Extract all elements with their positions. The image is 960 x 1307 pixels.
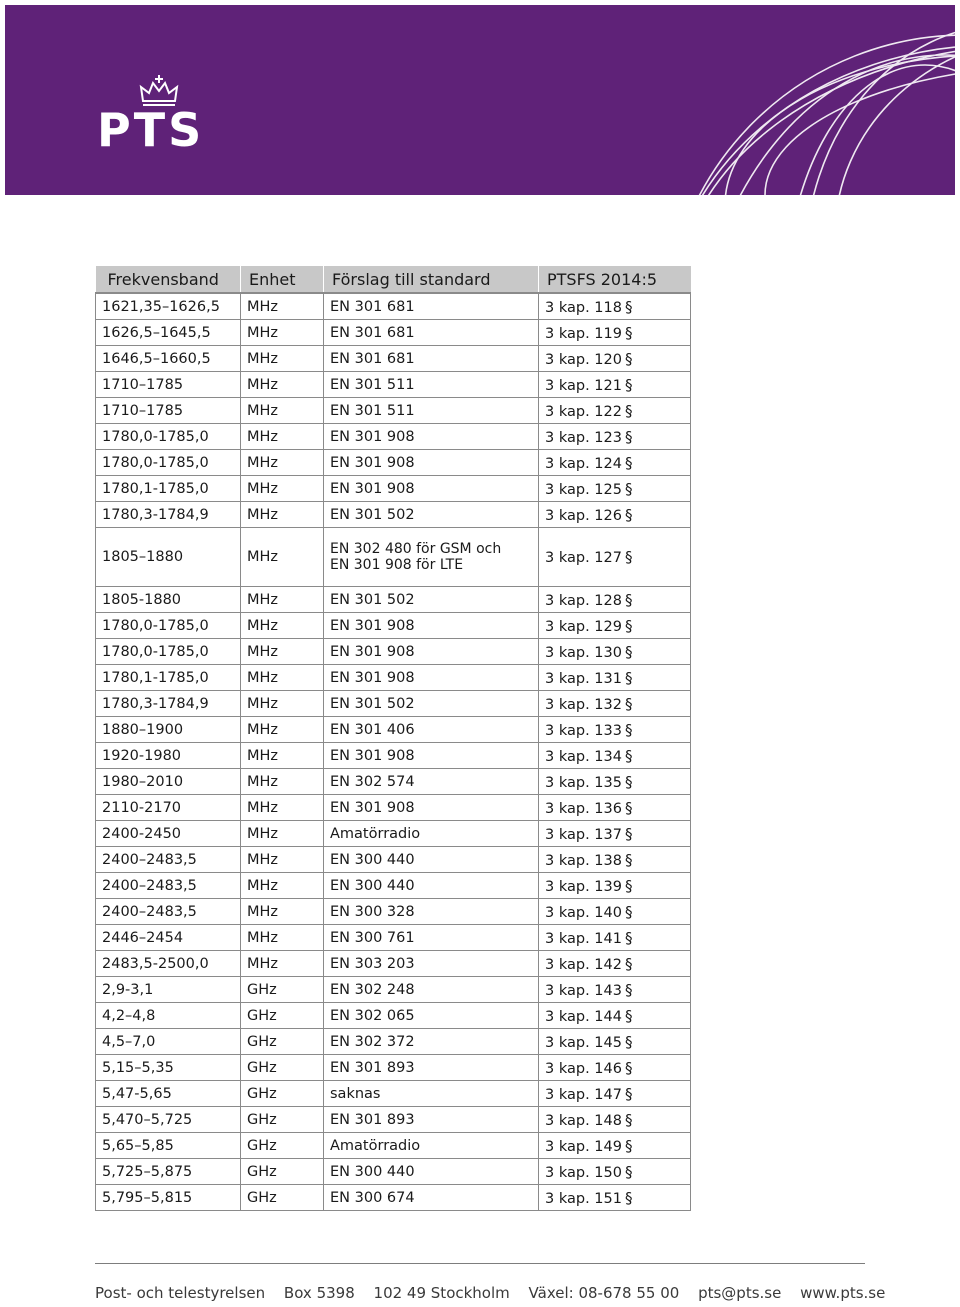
ref-text: 3 kap. 124 — [545, 455, 622, 472]
header-ptsfs: PTSFS 2014:5 — [539, 266, 691, 293]
paragraph-sign: § — [624, 505, 633, 524]
cell-band: 1780,1-1785,0 — [96, 476, 241, 502]
table-row — [96, 1081, 691, 1107]
paragraph-sign: § — [624, 668, 633, 687]
cell-standard: EN 300 440 — [324, 1159, 539, 1185]
table-row — [96, 1003, 691, 1029]
standard-line-1: EN 302 480 för GSM och — [330, 541, 502, 557]
cell-band: 2400–2483,5 — [96, 899, 241, 925]
cell-standard: EN 300 440 — [324, 873, 539, 899]
ref-text: 3 kap. 151 — [545, 1190, 622, 1207]
ref-text: 3 kap. 135 — [545, 774, 622, 791]
cell-ptsfs-ref — [539, 769, 691, 795]
footer-phone: Växel: 08-678 55 00 — [528, 1284, 680, 1302]
ref-text: 3 kap. 118 — [545, 299, 622, 316]
footer-divider — [95, 1263, 865, 1264]
paragraph-sign: § — [624, 1084, 633, 1103]
ref-text: 3 kap. 148 — [545, 1112, 622, 1129]
paragraph-sign: § — [624, 928, 633, 947]
paragraph-sign: § — [624, 479, 633, 498]
cell-standard: Amatörradio — [324, 1133, 539, 1159]
ref-text: 3 kap. 140 — [545, 904, 622, 921]
cell-standard: saknas — [324, 1081, 539, 1107]
table-row — [96, 691, 691, 717]
cell-band: 5,470–5,725 — [96, 1107, 241, 1133]
paragraph-sign: § — [624, 694, 633, 713]
ref-text: 3 kap. 132 — [545, 696, 622, 713]
cell-ptsfs-ref — [539, 1133, 691, 1159]
ref-text: 3 kap. 145 — [545, 1034, 622, 1051]
cell-standard: EN 301 502 — [324, 587, 539, 613]
cell-band: 5,65–5,85 — [96, 1133, 241, 1159]
cell-ptsfs-ref — [539, 951, 691, 977]
footer-city: 102 49 Stockholm — [373, 1284, 510, 1302]
cell-standard: EN 302 065 — [324, 1003, 539, 1029]
cell-ptsfs-ref — [539, 717, 691, 743]
paragraph-sign: § — [624, 876, 633, 895]
cell-ptsfs-ref — [539, 795, 691, 821]
table-row — [96, 1133, 691, 1159]
cell-band: 4,5–7,0 — [96, 1029, 241, 1055]
cell-standard: EN 301 908 — [324, 424, 539, 450]
table-row — [96, 873, 691, 899]
paragraph-sign: § — [624, 824, 633, 843]
footer-org: Post- och telestyrelsen — [95, 1284, 266, 1302]
cell-unit: MHz — [241, 476, 324, 502]
cell-standard: EN 301 406 — [324, 717, 539, 743]
paragraph-sign: § — [624, 798, 633, 817]
cell-band: 2110-2170 — [96, 795, 241, 821]
cell-unit: GHz — [241, 1185, 324, 1211]
cell-unit: GHz — [241, 977, 324, 1003]
table-row — [96, 1159, 691, 1185]
table-row — [96, 1029, 691, 1055]
cell-band: 1805-1880 — [96, 587, 241, 613]
cell-unit: MHz — [241, 717, 324, 743]
ref-text: 3 kap. 128 — [545, 592, 622, 609]
cell-standard: EN 302 248 — [324, 977, 539, 1003]
cell-ptsfs-ref — [539, 293, 691, 320]
cell-unit: GHz — [241, 1003, 324, 1029]
table-row — [96, 847, 691, 873]
cell-ptsfs-ref — [539, 821, 691, 847]
cell-standard: EN 301 893 — [324, 1107, 539, 1133]
cell-standard: EN 301 908 — [324, 795, 539, 821]
ref-text: 3 kap. 119 — [545, 325, 622, 342]
paragraph-sign: § — [624, 746, 633, 765]
table-row — [96, 613, 691, 639]
table-row — [96, 743, 691, 769]
cell-ptsfs-ref — [539, 476, 691, 502]
cell-ptsfs-ref — [539, 1159, 691, 1185]
table-row — [96, 717, 691, 743]
cell-band: 2,9-3,1 — [96, 977, 241, 1003]
header-standard: Förslag till standard — [324, 266, 539, 293]
cell-unit: MHz — [241, 795, 324, 821]
ref-text: 3 kap. 134 — [545, 748, 622, 765]
table-row — [96, 502, 691, 528]
footer-web: www.pts.se — [800, 1284, 886, 1302]
cell-standard: EN 301 681 — [324, 320, 539, 346]
standard-line-2: EN 301 908 för LTE — [330, 557, 464, 573]
cell-band: 5,725–5,875 — [96, 1159, 241, 1185]
table-header-row — [96, 266, 691, 293]
cell-band: 1646,5–1660,5 — [96, 346, 241, 372]
table-row — [96, 769, 691, 795]
table-row — [96, 1107, 691, 1133]
table-row — [96, 372, 691, 398]
cell-ptsfs-ref — [539, 1107, 691, 1133]
ref-text: 3 kap. 138 — [545, 852, 622, 869]
cell-unit: MHz — [241, 587, 324, 613]
cell-unit: MHz — [241, 613, 324, 639]
cell-standard: EN 302 574 — [324, 769, 539, 795]
cell-unit: MHz — [241, 951, 324, 977]
ref-text: 3 kap. 136 — [545, 800, 622, 817]
cell-standard: Amatörradio — [324, 821, 539, 847]
cell-standard: EN 302 372 — [324, 1029, 539, 1055]
ref-text: 3 kap. 143 — [545, 982, 622, 999]
cell-unit: MHz — [241, 691, 324, 717]
cell-unit: GHz — [241, 1133, 324, 1159]
cell-ptsfs-ref — [539, 1029, 691, 1055]
paragraph-sign: § — [624, 1162, 633, 1181]
paragraph-sign: § — [624, 850, 633, 869]
cell-unit: GHz — [241, 1029, 324, 1055]
paragraph-sign: § — [624, 1110, 633, 1129]
cell-ptsfs-ref — [539, 613, 691, 639]
cell-standard — [324, 528, 539, 587]
cell-standard: EN 300 761 — [324, 925, 539, 951]
paragraph-sign: § — [624, 375, 633, 394]
table-row — [96, 639, 691, 665]
ref-text: 3 kap. 137 — [545, 826, 622, 843]
cell-band: 1626,5–1645,5 — [96, 320, 241, 346]
cell-band: 4,2–4,8 — [96, 1003, 241, 1029]
table-row — [96, 821, 691, 847]
paragraph-sign: § — [624, 401, 633, 420]
cell-ptsfs-ref — [539, 502, 691, 528]
paragraph-sign: § — [624, 720, 633, 739]
cell-ptsfs-ref — [539, 450, 691, 476]
cell-unit: MHz — [241, 847, 324, 873]
cell-band: 2446–2454 — [96, 925, 241, 951]
paragraph-sign: § — [624, 1058, 633, 1077]
table-row — [96, 899, 691, 925]
cell-ptsfs-ref — [539, 398, 691, 424]
ref-text: 3 kap. 142 — [545, 956, 622, 973]
table-row — [96, 424, 691, 450]
cell-standard: EN 301 502 — [324, 691, 539, 717]
paragraph-sign: § — [624, 772, 633, 791]
cell-band: 1880–1900 — [96, 717, 241, 743]
cell-standard: EN 301 908 — [324, 476, 539, 502]
paragraph-sign: § — [624, 590, 633, 609]
ref-text: 3 kap. 133 — [545, 722, 622, 739]
cell-band: 1710–1785 — [96, 372, 241, 398]
cell-ptsfs-ref — [539, 1081, 691, 1107]
cell-unit: MHz — [241, 398, 324, 424]
paragraph-sign: § — [624, 548, 633, 566]
cell-ptsfs-ref — [539, 1055, 691, 1081]
cell-standard: EN 300 440 — [324, 847, 539, 873]
cell-standard: EN 303 203 — [324, 951, 539, 977]
footer-email: pts@pts.se — [698, 1284, 782, 1302]
cell-band: 1780,1-1785,0 — [96, 665, 241, 691]
cell-unit: MHz — [241, 320, 324, 346]
ref-text: 3 kap. 147 — [545, 1086, 622, 1103]
frequency-table — [95, 266, 691, 1211]
table-row — [96, 398, 691, 424]
table-row — [96, 977, 691, 1003]
paragraph-sign: § — [624, 453, 633, 472]
cell-unit: MHz — [241, 639, 324, 665]
cell-band: 1920-1980 — [96, 743, 241, 769]
ref-text: 3 kap. 122 — [545, 403, 622, 420]
cell-unit: GHz — [241, 1055, 324, 1081]
header-enhet: Enhet — [241, 266, 324, 293]
cell-standard: EN 301 502 — [324, 502, 539, 528]
paragraph-sign: § — [624, 427, 633, 446]
cell-unit: MHz — [241, 925, 324, 951]
cell-standard: EN 301 908 — [324, 613, 539, 639]
header-frekvensband: Frekvensband — [96, 266, 241, 293]
ref-text: 3 kap. 129 — [545, 618, 622, 635]
cell-ptsfs-ref — [539, 528, 691, 587]
paragraph-sign: § — [624, 642, 633, 661]
logo-text: PTS — [97, 103, 205, 157]
ref-text: 3 kap. 150 — [545, 1164, 622, 1181]
cell-band: 2400–2483,5 — [96, 873, 241, 899]
ref-text: 3 kap. 141 — [545, 930, 622, 947]
cell-ptsfs-ref — [539, 873, 691, 899]
paragraph-sign: § — [624, 297, 633, 316]
cell-standard: EN 300 674 — [324, 1185, 539, 1211]
cell-band: 1780,0-1785,0 — [96, 424, 241, 450]
table-row — [96, 795, 691, 821]
footer-box: Box 5398 — [283, 1284, 355, 1302]
cell-ptsfs-ref — [539, 346, 691, 372]
table-row — [96, 450, 691, 476]
frequency-table-container — [95, 266, 690, 1211]
cell-ptsfs-ref — [539, 925, 691, 951]
cell-standard: EN 301 908 — [324, 665, 539, 691]
paragraph-sign: § — [624, 1188, 633, 1207]
cell-standard: EN 301 908 — [324, 450, 539, 476]
cell-unit: MHz — [241, 424, 324, 450]
cell-band: 1780,0-1785,0 — [96, 613, 241, 639]
cell-unit: GHz — [241, 1081, 324, 1107]
cell-unit: MHz — [241, 346, 324, 372]
cell-band: 1780,3-1784,9 — [96, 691, 241, 717]
cell-standard: EN 301 511 — [324, 398, 539, 424]
ref-text: 3 kap. 125 — [545, 481, 622, 498]
table-row — [96, 293, 691, 320]
table-row — [96, 925, 691, 951]
cell-unit: MHz — [241, 665, 324, 691]
table-row — [96, 528, 691, 587]
cell-unit: MHz — [241, 372, 324, 398]
cell-band: 1621,35–1626,5 — [96, 293, 241, 320]
footer — [95, 1284, 886, 1302]
ref-text: 3 kap. 146 — [545, 1060, 622, 1077]
cell-band: 1780,0-1785,0 — [96, 639, 241, 665]
cell-unit: MHz — [241, 873, 324, 899]
cell-unit: MHz — [241, 743, 324, 769]
cell-ptsfs-ref — [539, 320, 691, 346]
ref-text: 3 kap. 139 — [545, 878, 622, 895]
paragraph-sign: § — [624, 1136, 633, 1155]
cell-band: 1780,3-1784,9 — [96, 502, 241, 528]
cell-unit: MHz — [241, 450, 324, 476]
table-row — [96, 1185, 691, 1211]
cell-ptsfs-ref — [539, 743, 691, 769]
ref-text: 3 kap. 121 — [545, 377, 622, 394]
cell-band: 2400-2450 — [96, 821, 241, 847]
cell-unit: MHz — [241, 769, 324, 795]
ref-text: 3 kap. 144 — [545, 1008, 622, 1025]
pts-logo — [97, 75, 237, 155]
cell-unit: GHz — [241, 1107, 324, 1133]
cell-ptsfs-ref — [539, 424, 691, 450]
table-row — [96, 665, 691, 691]
paragraph-sign: § — [624, 980, 633, 999]
cell-unit: MHz — [241, 293, 324, 320]
cell-band: 1805–1880 — [96, 528, 241, 587]
cell-standard: EN 301 681 — [324, 293, 539, 320]
paragraph-sign: § — [624, 323, 633, 342]
table-row — [96, 320, 691, 346]
cell-standard: EN 301 511 — [324, 372, 539, 398]
cell-standard: EN 301 681 — [324, 346, 539, 372]
cell-band: 1780,0-1785,0 — [96, 450, 241, 476]
ref-text: 3 kap. 127 — [545, 550, 622, 566]
cell-band: 5,47-5,65 — [96, 1081, 241, 1107]
cell-unit: GHz — [241, 1159, 324, 1185]
paragraph-sign: § — [624, 954, 633, 973]
paragraph-sign: § — [624, 1032, 633, 1051]
table-row — [96, 346, 691, 372]
cell-unit: MHz — [241, 528, 324, 587]
cell-ptsfs-ref — [539, 691, 691, 717]
cell-standard: EN 301 908 — [324, 743, 539, 769]
paragraph-sign: § — [624, 616, 633, 635]
cell-band: 2483,5-2500,0 — [96, 951, 241, 977]
cell-ptsfs-ref — [539, 587, 691, 613]
table-body — [96, 293, 691, 1211]
cell-ptsfs-ref — [539, 1185, 691, 1211]
cell-ptsfs-ref — [539, 899, 691, 925]
cell-band: 5,795–5,815 — [96, 1185, 241, 1211]
ref-text: 3 kap. 126 — [545, 507, 622, 524]
paragraph-sign: § — [624, 349, 633, 368]
cell-band: 1980–2010 — [96, 769, 241, 795]
ref-text: 3 kap. 149 — [545, 1138, 622, 1155]
cell-ptsfs-ref — [539, 665, 691, 691]
table-row — [96, 951, 691, 977]
table-row — [96, 476, 691, 502]
cell-standard: EN 301 908 — [324, 639, 539, 665]
cell-unit: MHz — [241, 899, 324, 925]
cell-ptsfs-ref — [539, 1003, 691, 1029]
cell-ptsfs-ref — [539, 977, 691, 1003]
cell-ptsfs-ref — [539, 372, 691, 398]
cell-standard: EN 301 893 — [324, 1055, 539, 1081]
cell-standard: EN 300 328 — [324, 899, 539, 925]
paragraph-sign: § — [624, 902, 633, 921]
cell-band: 5,15–5,35 — [96, 1055, 241, 1081]
paragraph-sign: § — [624, 1006, 633, 1025]
table-row — [96, 1055, 691, 1081]
cell-unit: MHz — [241, 502, 324, 528]
cell-band: 1710–1785 — [96, 398, 241, 424]
cell-band: 2400–2483,5 — [96, 847, 241, 873]
ref-text: 3 kap. 130 — [545, 644, 622, 661]
ref-text: 3 kap. 131 — [545, 670, 622, 687]
cell-ptsfs-ref — [539, 847, 691, 873]
cell-unit: MHz — [241, 821, 324, 847]
table-row — [96, 587, 691, 613]
ref-text: 3 kap. 123 — [545, 429, 622, 446]
cell-ptsfs-ref — [539, 639, 691, 665]
header-banner — [5, 5, 955, 195]
ref-text: 3 kap. 120 — [545, 351, 622, 368]
